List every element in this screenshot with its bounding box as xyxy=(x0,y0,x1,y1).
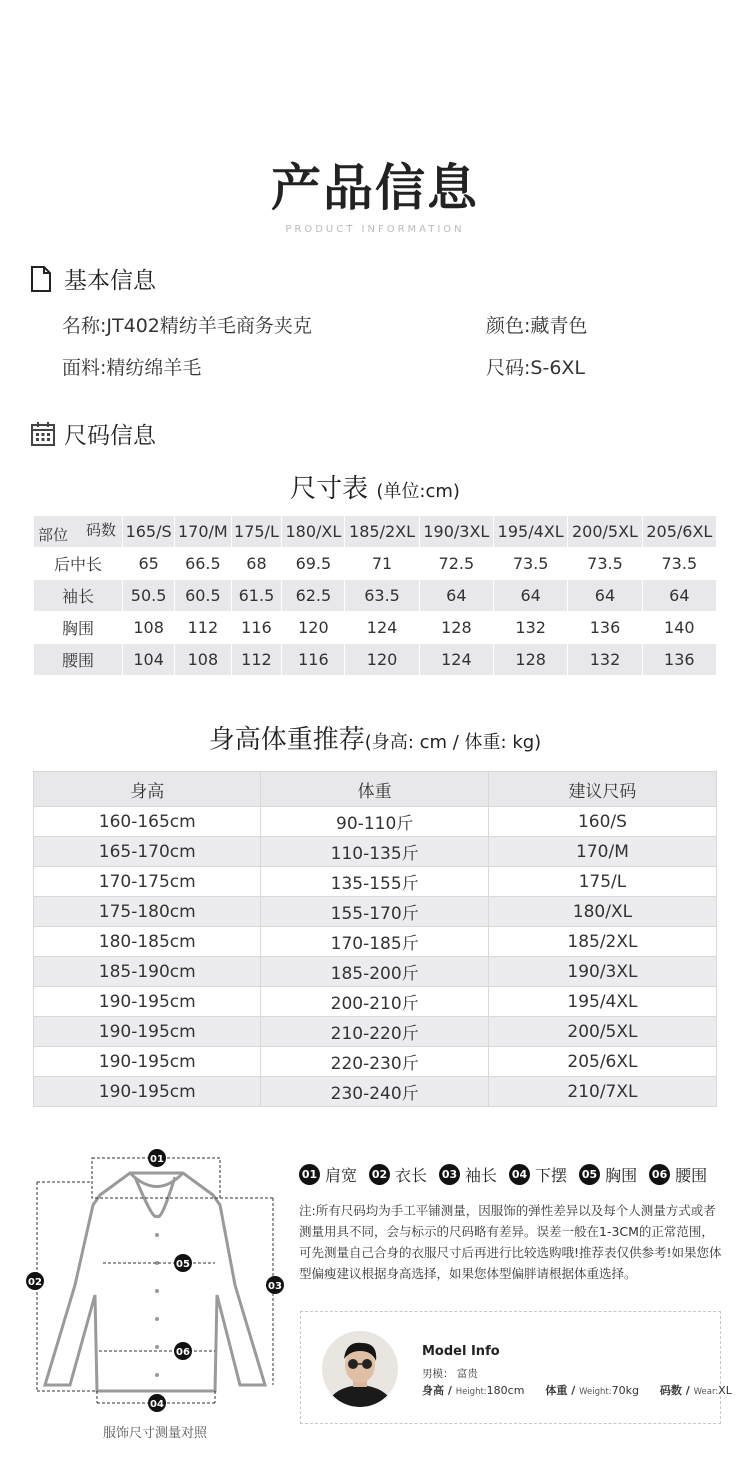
basic-info-heading xyxy=(30,262,156,295)
corner-part-label: 部位 xyxy=(38,526,69,544)
legend-label: 袖长 xyxy=(465,1166,498,1185)
legend-label: 腰围 xyxy=(675,1166,708,1185)
rec-col-header: 体重 xyxy=(261,772,488,807)
diagram-markers xyxy=(26,1149,284,1412)
legend-label: 下摆 xyxy=(535,1166,568,1185)
svg-text:01: 01 xyxy=(150,1154,164,1165)
cell: 124 xyxy=(345,612,419,644)
rec-col-header: 建议尺码 xyxy=(488,772,716,807)
legend-number: 06 xyxy=(649,1164,670,1185)
cell: 65 xyxy=(123,548,175,580)
weight-label: 体重 / xyxy=(545,1384,580,1397)
diagram-caption: 服饰尺寸测量对照 xyxy=(102,1426,207,1441)
cell: 195/4XL xyxy=(488,987,716,1017)
size-info-heading-label: 尺码信息 xyxy=(64,423,156,449)
size-col-header: 175/L xyxy=(231,516,282,548)
row-label: 袖长 xyxy=(34,580,123,612)
legend-item xyxy=(439,1163,497,1186)
cell: 132 xyxy=(494,612,568,644)
cell: 50.5 xyxy=(123,580,175,612)
cell: 64 xyxy=(568,580,642,612)
cell: 64 xyxy=(494,580,568,612)
cell: 128 xyxy=(419,612,493,644)
size-col-header: 205/6XL xyxy=(642,516,716,548)
table-row xyxy=(34,807,717,837)
cell: 170/M xyxy=(488,837,716,867)
product-color: 颜色:藏青色 xyxy=(486,315,588,337)
table-row xyxy=(34,548,717,580)
weight-value: 70kg xyxy=(611,1384,639,1397)
size-table xyxy=(33,515,717,676)
height-value: 180cm xyxy=(486,1384,525,1397)
cell: 140 xyxy=(642,612,716,644)
cell: 135-155斤 xyxy=(261,867,488,897)
cell: 63.5 xyxy=(345,580,419,612)
size-table-unit: (单位:cm) xyxy=(376,481,460,502)
cell: 175/L xyxy=(488,867,716,897)
cell: 73.5 xyxy=(642,548,716,580)
cell: 185/2XL xyxy=(488,927,716,957)
cell: 210/7XL xyxy=(488,1077,716,1107)
cell: 200-210斤 xyxy=(261,987,488,1017)
cell: 120 xyxy=(345,644,419,676)
shirt-illustration xyxy=(25,1145,295,1425)
cell: 112 xyxy=(231,644,282,676)
size-col-header: 180/XL xyxy=(282,516,345,548)
legend-label: 衣长 xyxy=(395,1166,428,1185)
model-stats xyxy=(422,1382,732,1398)
table-row xyxy=(34,927,717,957)
size-col-header: 200/5XL xyxy=(568,516,642,548)
measurement-legend xyxy=(299,1163,707,1186)
cell: 69.5 xyxy=(282,548,345,580)
cell: 112 xyxy=(175,612,231,644)
model-avatar xyxy=(322,1331,398,1407)
row-label: 腰围 xyxy=(34,644,123,676)
cell: 190-195cm xyxy=(34,1077,261,1107)
document-icon xyxy=(30,266,56,292)
cell: 124 xyxy=(419,644,493,676)
cell: 110-135斤 xyxy=(261,837,488,867)
cell: 190-195cm xyxy=(34,1017,261,1047)
cell: 64 xyxy=(419,580,493,612)
cell: 90-110斤 xyxy=(261,807,488,837)
cell: 230-240斤 xyxy=(261,1077,488,1107)
table-row xyxy=(34,837,717,867)
legend-label: 肩宽 xyxy=(325,1166,358,1185)
svg-text:03: 03 xyxy=(268,1281,282,1292)
cell: 160-165cm xyxy=(34,807,261,837)
table-row xyxy=(34,987,717,1017)
cell: 155-170斤 xyxy=(261,897,488,927)
shirt-measurement-diagram xyxy=(25,1145,295,1425)
size-col-header: 165/S xyxy=(123,516,175,548)
cell: 175-180cm xyxy=(34,897,261,927)
height-label: 身高 / xyxy=(422,1384,456,1397)
product-name: 名称:JT402精纺羊毛商务夹克 xyxy=(62,315,312,337)
cell: 210-220斤 xyxy=(261,1017,488,1047)
table-row xyxy=(34,957,717,987)
table-row xyxy=(34,897,717,927)
table-row xyxy=(34,1047,717,1077)
cell: 180/XL xyxy=(488,897,716,927)
table-row xyxy=(34,1077,717,1107)
product-fabric: 面料:精纺绵羊毛 xyxy=(62,357,202,379)
model-info-card xyxy=(300,1311,732,1424)
cell: 72.5 xyxy=(419,548,493,580)
wear-value: XL xyxy=(718,1384,732,1397)
svg-text:05: 05 xyxy=(176,1259,190,1270)
legend-number: 05 xyxy=(579,1164,600,1185)
row-label: 后中长 xyxy=(34,548,123,580)
cell: 185-200斤 xyxy=(261,957,488,987)
cell: 170-185斤 xyxy=(261,927,488,957)
cell: 108 xyxy=(123,612,175,644)
cell: 60.5 xyxy=(175,580,231,612)
size-table-title-text: 尺寸表 xyxy=(290,474,369,504)
cell: 73.5 xyxy=(494,548,568,580)
height-en-label: Height: xyxy=(455,1387,487,1397)
model-info-title: Model Info xyxy=(422,1344,500,1359)
cell: 220-230斤 xyxy=(261,1047,488,1077)
rec-table-title xyxy=(0,719,750,756)
cell: 62.5 xyxy=(282,580,345,612)
size-col-header: 170/M xyxy=(175,516,231,548)
height-weight-table xyxy=(33,771,717,1107)
cell: 160/S xyxy=(488,807,716,837)
wear-label: 码数 / xyxy=(659,1384,694,1397)
legend-number: 02 xyxy=(369,1164,390,1185)
svg-text:04: 04 xyxy=(150,1399,164,1410)
rec-col-header: 身高 xyxy=(34,772,261,807)
svg-text:02: 02 xyxy=(28,1277,42,1288)
table-row xyxy=(34,644,717,676)
table-row xyxy=(34,1017,717,1047)
legend-item xyxy=(649,1163,707,1186)
cell: 68 xyxy=(231,548,282,580)
rec-table-unit: (身高: cm / 体重: kg) xyxy=(364,732,542,753)
cell: 205/6XL xyxy=(488,1047,716,1077)
cell: 136 xyxy=(642,644,716,676)
cell: 190-195cm xyxy=(34,1047,261,1077)
table-row xyxy=(34,580,717,612)
cell: 190/3XL xyxy=(488,957,716,987)
size-table-corner xyxy=(34,516,123,548)
basic-info-heading-label: 基本信息 xyxy=(64,268,156,294)
product-size-range: 尺码:S-6XL xyxy=(486,357,586,379)
legend-number: 04 xyxy=(509,1164,530,1185)
cell: 185-190cm xyxy=(34,957,261,987)
cell: 73.5 xyxy=(568,548,642,580)
rec-header-row xyxy=(34,772,717,807)
legend-number: 03 xyxy=(439,1164,460,1185)
measurement-note: 注:所有尺码均为手工平铺测量，因服饰的弹性差异以及每个人测量方式或者测量用具不同，会与标示的尺码略有差异。误差一般在1-3CM的正常范围，可先测量自己合身的衣服尺寸后再进行比较选购哦!推荐表仅供参考!如果您体型偏瘦建议根据身高选择，如果您体型偏胖请根据体重选择。 xyxy=(299,1203,722,1281)
cell: 116 xyxy=(282,644,345,676)
cell: 170-175cm xyxy=(34,867,261,897)
model-name: 男模： 富贵 xyxy=(422,1368,478,1380)
corner-size-label: 码数 xyxy=(85,521,116,539)
cell: 108 xyxy=(175,644,231,676)
legend-item xyxy=(579,1163,637,1186)
size-col-header: 185/2XL xyxy=(345,516,419,548)
row-label: 胸围 xyxy=(34,612,123,644)
svg-text:06: 06 xyxy=(176,1347,190,1358)
cell: 120 xyxy=(282,612,345,644)
legend-item xyxy=(509,1163,567,1186)
legend-number: 01 xyxy=(299,1164,320,1185)
wear-en-label: Wear: xyxy=(693,1387,719,1397)
size-col-header: 190/3XL xyxy=(419,516,493,548)
size-info-heading xyxy=(30,417,156,450)
rec-table-title-text: 身高体重推荐 xyxy=(208,725,365,755)
legend-label: 胸围 xyxy=(605,1166,638,1185)
cell: 61.5 xyxy=(231,580,282,612)
weight-en-label: Weight: xyxy=(579,1387,612,1397)
cell: 190-195cm xyxy=(34,987,261,1017)
cell: 180-185cm xyxy=(34,927,261,957)
cell: 136 xyxy=(568,612,642,644)
cell: 71 xyxy=(345,548,419,580)
page-subtitle: PRODUCT INFORMATION xyxy=(285,224,465,235)
calendar-icon xyxy=(30,421,56,447)
legend-item xyxy=(369,1163,427,1186)
table-row xyxy=(34,867,717,897)
cell: 104 xyxy=(123,644,175,676)
size-table-header-row xyxy=(34,516,717,548)
size-table-title xyxy=(0,468,750,505)
cell: 116 xyxy=(231,612,282,644)
legend-item xyxy=(299,1163,357,1186)
cell: 132 xyxy=(568,644,642,676)
cell: 64 xyxy=(642,580,716,612)
cell: 165-170cm xyxy=(34,837,261,867)
cell: 128 xyxy=(494,644,568,676)
cell: 66.5 xyxy=(175,548,231,580)
size-col-header: 195/4XL xyxy=(494,516,568,548)
cell: 200/5XL xyxy=(488,1017,716,1047)
page-title: 产品信息 xyxy=(271,159,479,217)
table-row xyxy=(34,612,717,644)
